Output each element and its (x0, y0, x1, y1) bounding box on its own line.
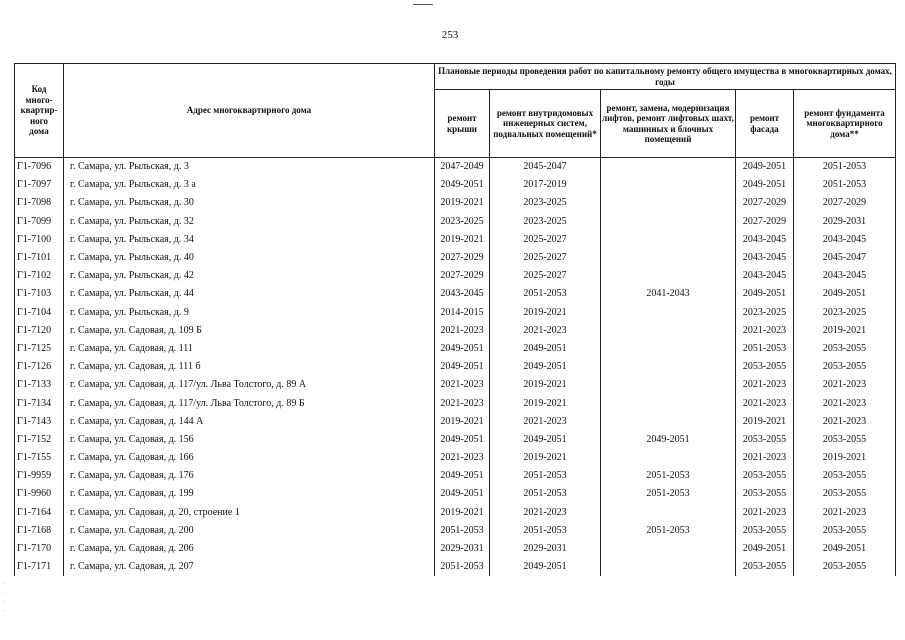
cell-engineering: 2019-2021 (490, 304, 601, 322)
cell-engineering: 2049-2051 (490, 358, 601, 376)
cell-address: г. Самара, ул. Садовая, д. 199 (64, 485, 435, 503)
cell-address: г. Самара, ул. Садовая, д. 111 б (64, 358, 435, 376)
cell-facade: 2027-2029 (736, 213, 794, 231)
cell-address: г. Самара, ул. Садовая, д. 109 Б (64, 322, 435, 340)
cell-facade: 2053-2055 (736, 522, 794, 540)
cell-engineering: 2049-2051 (490, 431, 601, 449)
cell-facade: 2053-2055 (736, 358, 794, 376)
cell-address: г. Самара, ул. Садовая, д. 111 (64, 340, 435, 358)
cell-foundation: 2051-2053 (794, 158, 896, 177)
page-number: 253 (441, 29, 459, 41)
cell-address: г. Самара, ул. Рыльская, д. 40 (64, 249, 435, 267)
table-row (15, 340, 896, 358)
cell-roof: 2049-2051 (435, 467, 490, 485)
table-row (15, 540, 896, 558)
cell-foundation: 2019-2021 (794, 322, 896, 340)
cell-roof: 2019-2021 (435, 504, 490, 522)
cell-foundation: 2053-2055 (794, 431, 896, 449)
cell-facade: 2043-2045 (736, 267, 794, 285)
cell-address: г. Самара, ул. Садовая, д. 176 (64, 467, 435, 485)
cell-elevators (601, 540, 736, 558)
table-row (15, 213, 896, 231)
cell-code: Г1-7164 (15, 504, 64, 522)
cell-elevators: 2051-2053 (601, 485, 736, 503)
cell-roof: 2021-2023 (435, 449, 490, 467)
cell-roof: 2049-2051 (435, 340, 490, 358)
cell-engineering: 2051-2053 (490, 467, 601, 485)
table-row (15, 558, 896, 576)
cell-facade: 2053-2055 (736, 431, 794, 449)
cell-code: Г1-7134 (15, 394, 64, 412)
cell-roof: 2029-2031 (435, 540, 490, 558)
cell-code: Г1-7171 (15, 558, 64, 576)
cell-code: Г1-7103 (15, 285, 64, 303)
cell-address: г. Самара, ул. Садовая, д. 117/ул. Льва Толстого, д. 89 А (64, 376, 435, 394)
code-header-line: квартир- (20, 105, 58, 116)
cell-engineering: 2021-2023 (490, 322, 601, 340)
cell-address: г. Самара, ул. Рыльская, д. 32 (64, 213, 435, 231)
cell-address: г. Самара, ул. Рыльская, д. 9 (64, 304, 435, 322)
cell-address: г. Самара, ул. Садовая, д. 200 (64, 522, 435, 540)
cell-engineering: 2051-2053 (490, 285, 601, 303)
cell-address: г. Самара, ул. Садовая, д. 117/ул. Льва Толстого, д. 89 Б (64, 394, 435, 412)
table-row (15, 376, 896, 394)
cell-engineering: 2025-2027 (490, 249, 601, 267)
cell-elevators (601, 304, 736, 322)
cell-foundation: 2029-2031 (794, 213, 896, 231)
cell-address: г. Самара, ул. Садовая, д. 206 (64, 540, 435, 558)
cell-foundation: 2043-2045 (794, 267, 896, 285)
cell-elevators: 2049-2051 (601, 431, 736, 449)
table-row (15, 285, 896, 303)
table-row (15, 522, 896, 540)
cell-elevators (601, 394, 736, 412)
cell-engineering: 2025-2027 (490, 231, 601, 249)
cell-foundation: 2021-2023 (794, 413, 896, 431)
cell-foundation: 2053-2055 (794, 340, 896, 358)
cell-facade: 2053-2055 (736, 558, 794, 576)
cell-foundation: 2053-2055 (794, 485, 896, 503)
cell-code: Г1-7126 (15, 358, 64, 376)
cell-elevators (601, 340, 736, 358)
column-header-facade: ремонт фасада (736, 90, 794, 158)
cell-facade: 2051-2053 (736, 340, 794, 358)
cell-code: Г1-7098 (15, 194, 64, 212)
table-row (15, 431, 896, 449)
cell-elevators (601, 358, 736, 376)
cell-code: Г1-7155 (15, 449, 64, 467)
column-header-foundation: ремонт фундамента многоквартирного дома** (794, 90, 896, 158)
column-header-elevators: ремонт, замена, модернизация лифтов, ремонт лифтовых шахт, машинных и блочных помещений (601, 90, 736, 158)
cell-elevators: 2051-2053 (601, 467, 736, 485)
column-header-engineering: ремонт внутридомовых инженерных систем, подвальных помещений* (490, 90, 601, 158)
cell-foundation: 2049-2051 (794, 285, 896, 303)
cell-engineering: 2025-2027 (490, 267, 601, 285)
cell-address: г. Самара, ул. Рыльская, д. 34 (64, 231, 435, 249)
cell-foundation: 2021-2023 (794, 504, 896, 522)
cell-roof: 2049-2051 (435, 485, 490, 503)
cell-engineering: 2045-2047 (490, 158, 601, 177)
table-row (15, 158, 896, 177)
cell-roof: 2027-2029 (435, 267, 490, 285)
table-row (15, 449, 896, 467)
cell-elevators (601, 322, 736, 340)
table-row (15, 322, 896, 340)
column-header-roof: ремонт крыши (435, 90, 490, 158)
cell-roof: 2049-2051 (435, 176, 490, 194)
cell-foundation: 2021-2023 (794, 394, 896, 412)
cell-foundation: 2027-2029 (794, 194, 896, 212)
cell-elevators: 2051-2053 (601, 522, 736, 540)
table-row (15, 394, 896, 412)
cell-code: Г1-7168 (15, 522, 64, 540)
cell-roof: 2014-2015 (435, 304, 490, 322)
table-row (15, 194, 896, 212)
repair-schedule-table (14, 63, 896, 576)
cell-code: Г1-9960 (15, 485, 64, 503)
cell-engineering: 2021-2023 (490, 504, 601, 522)
cell-address: г. Самара, ул. Садовая, д. 207 (64, 558, 435, 576)
cell-facade: 2021-2023 (736, 376, 794, 394)
cell-elevators (601, 504, 736, 522)
cell-foundation: 2049-2051 (794, 540, 896, 558)
cell-elevators (601, 558, 736, 576)
cell-code: Г1-7170 (15, 540, 64, 558)
cell-code: Г1-7102 (15, 267, 64, 285)
cell-facade: 2053-2055 (736, 467, 794, 485)
cell-roof: 2023-2025 (435, 213, 490, 231)
cell-elevators (601, 249, 736, 267)
cell-address: г. Самара, ул. Садовая, д. 20, строение 1 (64, 504, 435, 522)
margin-marks (2, 580, 8, 616)
cell-engineering: 2019-2021 (490, 376, 601, 394)
cell-code: Г1-9959 (15, 467, 64, 485)
table-row (15, 176, 896, 194)
cell-elevators (601, 231, 736, 249)
cell-facade: 2021-2023 (736, 504, 794, 522)
margin-mark: · (2, 599, 4, 605)
cell-engineering: 2023-2025 (490, 213, 601, 231)
cell-foundation: 2021-2023 (794, 376, 896, 394)
cell-foundation: 2051-2053 (794, 176, 896, 194)
cell-code: Г1-7152 (15, 431, 64, 449)
cell-code: Г1-7096 (15, 158, 64, 177)
cell-facade: 2053-2055 (736, 485, 794, 503)
cell-engineering: 2051-2053 (490, 485, 601, 503)
cell-facade: 2043-2045 (736, 231, 794, 249)
cell-foundation: 2019-2021 (794, 449, 896, 467)
cell-facade: 2023-2025 (736, 304, 794, 322)
cell-facade: 2021-2023 (736, 449, 794, 467)
cell-elevators (601, 176, 736, 194)
cell-roof: 2019-2021 (435, 194, 490, 212)
table-row (15, 467, 896, 485)
margin-mark: · (2, 608, 4, 614)
cell-roof: 2021-2023 (435, 394, 490, 412)
cell-foundation: 2053-2055 (794, 522, 896, 540)
table-row (15, 304, 896, 322)
cell-roof: 2021-2023 (435, 322, 490, 340)
cell-engineering: 2017-2019 (490, 176, 601, 194)
cell-foundation: 2053-2055 (794, 467, 896, 485)
cell-engineering: 2019-2021 (490, 394, 601, 412)
margin-mark: · (2, 590, 4, 596)
table-row (15, 249, 896, 267)
table-row (15, 267, 896, 285)
cell-facade: 2021-2023 (736, 322, 794, 340)
cell-address: г. Самара, ул. Рыльская, д. 30 (64, 194, 435, 212)
cell-elevators (601, 376, 736, 394)
table-row (15, 413, 896, 431)
cell-engineering: 2023-2025 (490, 194, 601, 212)
cell-code: Г1-7097 (15, 176, 64, 194)
column-group-header-periods: Плановые периоды проведения работ по капитальному ремонту общего имущества в многоквартирных домах, годы (435, 64, 896, 90)
cell-engineering: 2051-2053 (490, 522, 601, 540)
cell-address: г. Самара, ул. Садовая, д. 166 (64, 449, 435, 467)
cell-code: Г1-7143 (15, 413, 64, 431)
cell-facade: 2049-2051 (736, 540, 794, 558)
cell-elevators (601, 158, 736, 177)
cell-engineering: 2029-2031 (490, 540, 601, 558)
table-row (15, 231, 896, 249)
column-header-address: Адрес многоквартирного дома (64, 64, 435, 158)
cell-address: г. Самара, ул. Рыльская, д. 3 (64, 158, 435, 177)
cell-engineering: 2049-2051 (490, 340, 601, 358)
cell-elevators (601, 213, 736, 231)
cell-roof: 2051-2053 (435, 522, 490, 540)
cell-roof: 2049-2051 (435, 358, 490, 376)
cell-address: г. Самара, ул. Садовая, д. 156 (64, 431, 435, 449)
code-header-line: ного (29, 115, 49, 126)
cell-elevators (601, 413, 736, 431)
cell-foundation: 2053-2055 (794, 558, 896, 576)
cell-foundation: 2053-2055 (794, 358, 896, 376)
code-header-line: дома (29, 126, 49, 137)
cell-roof: 2043-2045 (435, 285, 490, 303)
cell-elevators (601, 267, 736, 285)
top-rule (413, 4, 433, 5)
cell-roof: 2019-2021 (435, 413, 490, 431)
cell-code: Г1-7100 (15, 231, 64, 249)
code-header-line: Код (31, 84, 47, 95)
cell-address: г. Самара, ул. Рыльская, д. 44 (64, 285, 435, 303)
margin-mark: · (2, 581, 4, 587)
cell-elevators (601, 449, 736, 467)
table-row (15, 358, 896, 376)
cell-code: Г1-7120 (15, 322, 64, 340)
cell-facade: 2049-2051 (736, 176, 794, 194)
cell-code: Г1-7101 (15, 249, 64, 267)
cell-facade: 2027-2029 (736, 194, 794, 212)
cell-engineering: 2021-2023 (490, 413, 601, 431)
column-header-code (15, 64, 64, 158)
cell-foundation: 2043-2045 (794, 231, 896, 249)
cell-address: г. Самара, ул. Садовая, д. 144 А (64, 413, 435, 431)
cell-roof: 2019-2021 (435, 231, 490, 249)
cell-foundation: 2045-2047 (794, 249, 896, 267)
cell-facade: 2049-2051 (736, 158, 794, 177)
cell-address: г. Самара, ул. Рыльская, д. 42 (64, 267, 435, 285)
cell-roof: 2027-2029 (435, 249, 490, 267)
cell-roof: 2049-2051 (435, 431, 490, 449)
table-row (15, 485, 896, 503)
cell-roof: 2021-2023 (435, 376, 490, 394)
cell-elevators: 2041-2043 (601, 285, 736, 303)
cell-code: Г1-7099 (15, 213, 64, 231)
cell-facade: 2049-2051 (736, 285, 794, 303)
cell-facade: 2043-2045 (736, 249, 794, 267)
cell-engineering: 2019-2021 (490, 449, 601, 467)
cell-elevators (601, 194, 736, 212)
cell-code: Г1-7104 (15, 304, 64, 322)
cell-roof: 2051-2053 (435, 558, 490, 576)
cell-foundation: 2023-2025 (794, 304, 896, 322)
table-body (15, 158, 896, 577)
cell-code: Г1-7133 (15, 376, 64, 394)
cell-roof: 2047-2049 (435, 158, 490, 177)
cell-code: Г1-7125 (15, 340, 64, 358)
table-row (15, 504, 896, 522)
code-header-line: много- (25, 94, 53, 105)
cell-facade: 2021-2023 (736, 394, 794, 412)
header-row-group (15, 64, 896, 90)
cell-address: г. Самара, ул. Рыльская, д. 3 а (64, 176, 435, 194)
cell-facade: 2019-2021 (736, 413, 794, 431)
cell-engineering: 2049-2051 (490, 558, 601, 576)
